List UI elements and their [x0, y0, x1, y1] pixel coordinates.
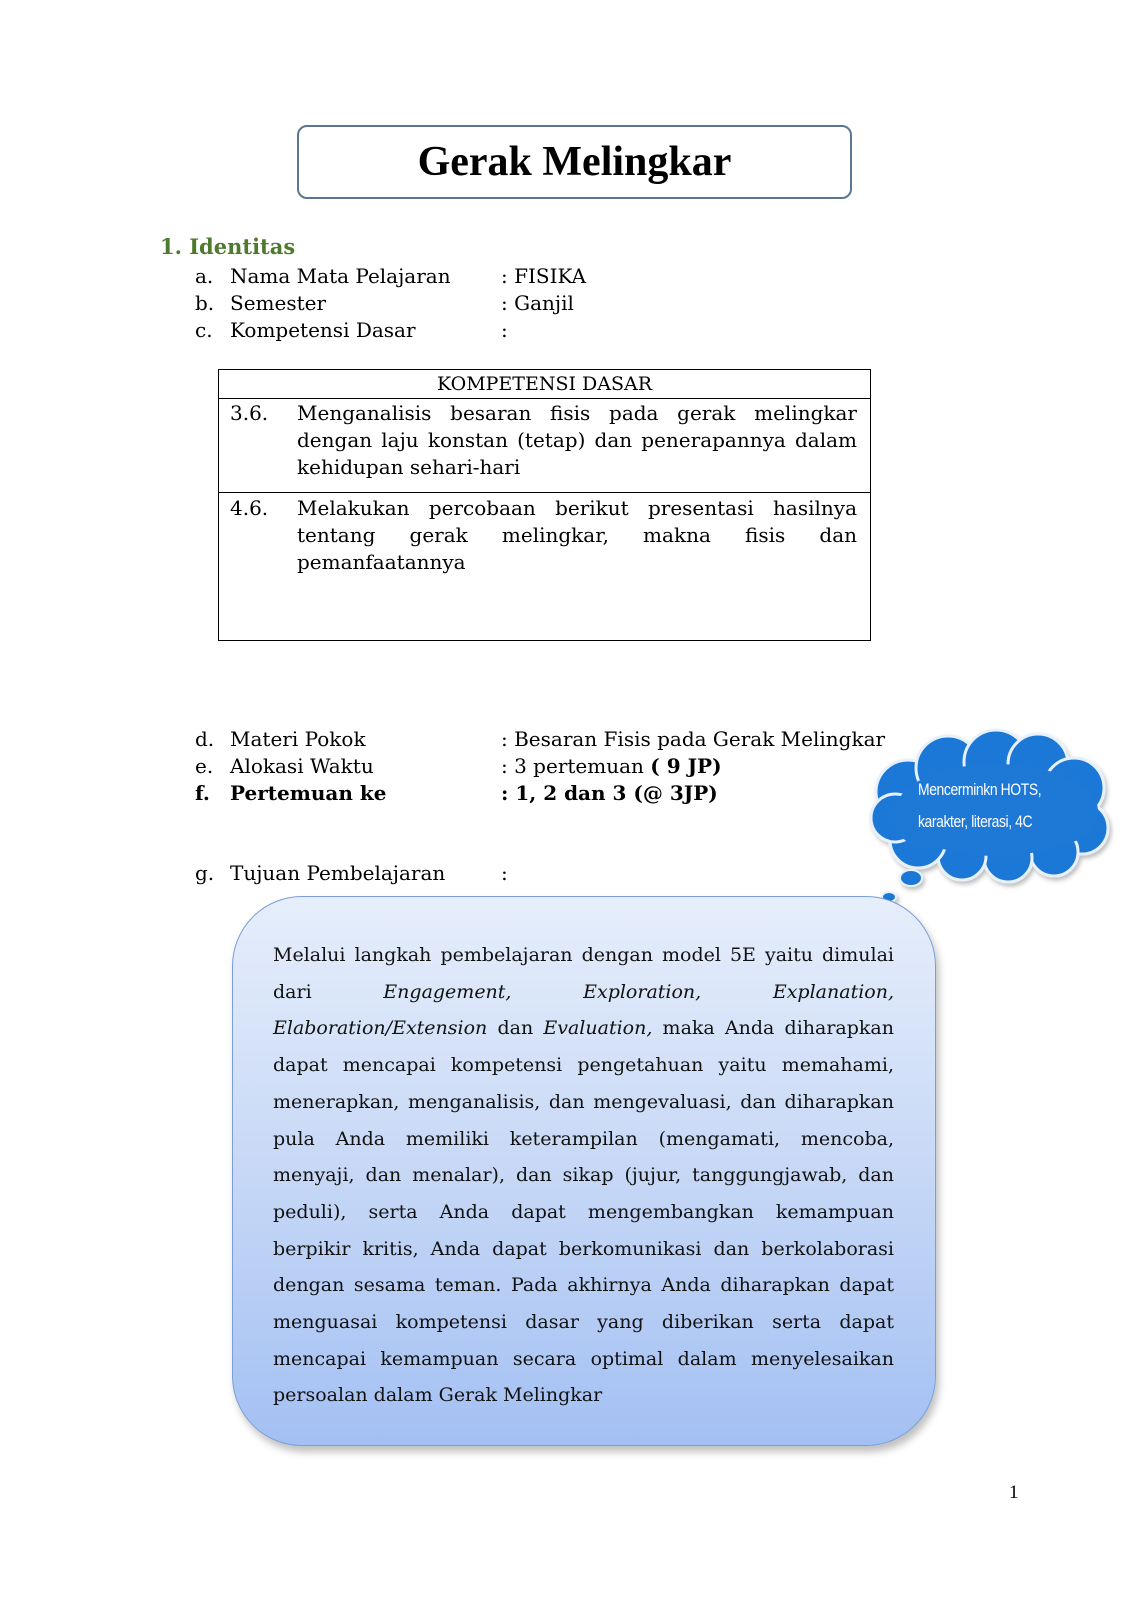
- row-letter: c.: [195, 318, 213, 342]
- row-label: Semester: [230, 291, 327, 315]
- row-letter: g.: [195, 861, 215, 885]
- learning-goal-text: [273, 937, 894, 1414]
- kompetensi-dasar-table: [218, 369, 871, 641]
- page-number: 1: [1009, 1482, 1019, 1503]
- row-letter: a.: [195, 264, 214, 288]
- row-value: [501, 753, 722, 780]
- goal-rest: maka Anda diharapkan dapat mencapai kompetensi pengetahuan yaitu memahami, menerapkan, menganalisis, dan mengevaluasi, dan diharapkan pula Anda memiliki keterampilan (mengamati, mencoba, menyaji, dan menalar), dan sikap (jujur, tanggungjawab, dan peduli), serta Anda dapat mengembangkan kemampuan berpikir kritis, Anda dapat berkomunikasi dan berkolaborasi dengan sesama teman. Pada akhirnya Anda diharapkan dapat menguasai kompetensi dasar yang diberikan serta dapat mencapai kemampuan secara optimal dalam menyelesaikan persoalan dalam Gerak Melingkar: [273, 1017, 894, 1407]
- row-label: Kompetensi Dasar: [230, 318, 416, 342]
- row-value: : Besaran Fisis pada Gerak Melingkar: [501, 727, 886, 751]
- row-label: Materi Pokok: [230, 727, 366, 751]
- section-heading: 1. Identitas: [160, 234, 296, 259]
- row-value: : Ganjil: [501, 291, 574, 315]
- cloud-line: Mencerminkn HOTS,: [918, 780, 1042, 799]
- row-letter: d.: [195, 727, 215, 751]
- goal-intro: Melalui langkah pembelajaran dengan model 5E yaitu dimulai dari: [273, 944, 894, 1003]
- row-value: :: [501, 318, 508, 342]
- row-value: : FISIKA: [501, 264, 587, 288]
- row-label: Pertemuan ke: [230, 781, 387, 805]
- row-value: :: [501, 861, 508, 885]
- row-letter: f.: [195, 781, 210, 805]
- kd-number: 3.6.: [230, 401, 269, 425]
- cloud-line: karakter, literasi, 4C: [918, 812, 1033, 831]
- kd-number: 4.6.: [230, 496, 269, 520]
- goal-italic-evaluation: Evaluation,: [543, 1017, 653, 1040]
- table-header: KOMPETENSI DASAR: [219, 370, 870, 399]
- cloud-note: [918, 774, 1041, 838]
- page-title: Gerak Melingkar: [417, 139, 732, 185]
- row-letter: e.: [195, 754, 214, 778]
- row-letter: b.: [195, 291, 215, 315]
- goal-italic-phases: Engagement, Exploration, Explanation, Elaboration/Extension: [273, 980, 894, 1040]
- row-label: Nama Mata Pelajaran: [230, 264, 451, 288]
- kd-text: Menganalisis besaran fisis pada gerak melingkar dengan laju konstan (tetap) dan penerapannya dalam kehidupan sehari-hari: [297, 401, 857, 479]
- row-label: Alokasi Waktu: [230, 754, 374, 778]
- row-label: Tujuan Pembelajaran: [230, 861, 446, 885]
- row-value-text: : 3 pertemuan: [501, 754, 651, 778]
- learning-goal-box: [232, 896, 936, 1446]
- title-box: [297, 125, 852, 199]
- table-row: [219, 398, 870, 493]
- table-row: [219, 493, 870, 641]
- row-value-bold: ( 9 JP): [650, 754, 722, 778]
- row-value: : 1, 2 dan 3 (@ 3JP): [501, 781, 718, 805]
- goal-mid: dan: [487, 1017, 544, 1040]
- kd-text: Melakukan percobaan berikut presentasi hasilnya tentang gerak melingkar, makna fisis dan pemanfaatannya: [297, 496, 857, 574]
